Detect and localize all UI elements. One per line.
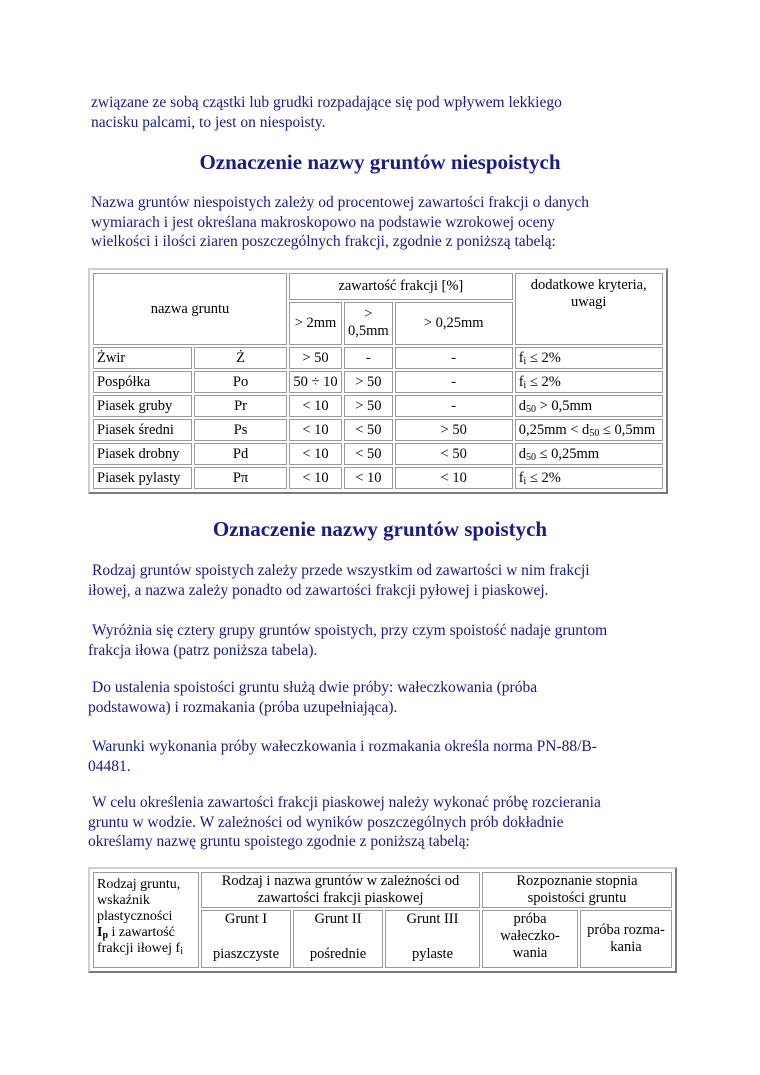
cohesive-soils-table xyxy=(88,867,677,973)
criterion-pre: 0,25mm < d xyxy=(518,421,590,438)
ip-subscript: p xyxy=(102,930,109,941)
header-line xyxy=(97,925,195,941)
header-soil-kind-group xyxy=(201,872,480,908)
fraction-gt-05mm: > 50 xyxy=(344,371,393,393)
ip-symbol: I xyxy=(97,925,103,940)
extra-criterion xyxy=(515,347,663,369)
criterion-post: ≤ 2% xyxy=(526,373,561,390)
fraction-gt-025mm: < 10 xyxy=(395,467,513,489)
intro-line-1: związane ze sobą cząstki lub grudki rozpadające się pod wpływem lekkiego xyxy=(91,94,562,111)
header-soil-name: nazwa gruntu xyxy=(93,273,287,345)
soil-symbol: Pπ xyxy=(194,467,287,489)
fraction-gt-025mm: - xyxy=(395,371,513,393)
header-line: próba xyxy=(513,911,547,927)
header-slaking-test xyxy=(580,910,672,968)
extra-criterion xyxy=(515,395,663,417)
criterion-post: ≤ 2% xyxy=(526,349,561,366)
criterion-sub: 50 xyxy=(525,403,536,415)
extra-criterion xyxy=(515,371,663,393)
header-line: wałeczko- xyxy=(500,928,560,944)
fraction-gt-2mm: 50 ÷ 10 xyxy=(289,371,342,393)
table-row xyxy=(93,467,663,489)
extra-criterion xyxy=(515,419,663,441)
header-line: zawartości frakcji piaskowej xyxy=(257,890,424,906)
header-gt-025mm: > 0,25mm xyxy=(395,302,513,345)
fraction-gt-2mm: > 50 xyxy=(289,347,342,369)
header-line: Rodzaj gruntu, xyxy=(97,877,181,892)
soil-name: Piasek średni xyxy=(93,419,192,441)
header-cohesion-group xyxy=(482,872,672,908)
criterion-sub: i xyxy=(523,379,527,391)
section2-line: Wyróżnia się cztery grupy gruntów spoistych, przy czym spoistość nadaje gruntom xyxy=(92,622,608,639)
extra-criterion xyxy=(515,443,663,465)
soil-symbol: Po xyxy=(194,371,287,393)
soil-symbol: Pd xyxy=(194,443,287,465)
header-grunt-3 xyxy=(385,910,480,968)
fraction-gt-05mm: - xyxy=(344,347,393,369)
section2-line: gruntu w wodzie. W zależności od wyników poszczególnych prób dokładnie xyxy=(88,813,564,831)
grunt-sublabel: piaszczyste xyxy=(212,946,280,962)
grunt-sublabel: pylaste xyxy=(411,946,454,962)
grunt-label: Grunt I xyxy=(224,911,268,927)
grunt-label: Grunt II xyxy=(314,911,362,927)
fraction-gt-025mm: - xyxy=(395,395,513,417)
fraction-gt-05mm: > 50 xyxy=(344,395,393,417)
criterion-post: ≤ 2% xyxy=(526,469,561,486)
header-grunt-2 xyxy=(293,910,383,968)
section2-line: iłowej, a nazwa zależy ponadto od zawartości frakcji pyłowej i piaskowej. xyxy=(88,581,549,599)
grunt-label: Grunt III xyxy=(406,911,459,927)
header-fraction-group: zawartość frakcji [%] xyxy=(289,273,513,300)
extra-criterion xyxy=(515,467,663,489)
criterion-pre: d xyxy=(518,397,526,414)
header-extra-line: uwagi xyxy=(570,294,607,310)
fraction-gt-2mm: < 10 xyxy=(289,395,342,417)
section2-line: określamy nazwę gruntu spoistego zgodnie z poniższą tabelą: xyxy=(88,833,470,850)
fraction-gt-025mm: < 50 xyxy=(395,443,513,465)
fraction-gt-2mm: < 10 xyxy=(289,443,342,465)
section2-line: Rodzaj gruntów spoistych zależy przede wszystkim od zawartości w nim frakcji xyxy=(92,562,590,579)
criterion-pre: f xyxy=(518,469,524,486)
table-row xyxy=(93,347,663,369)
table-row xyxy=(93,419,663,441)
grunt-sublabel: pośrednie xyxy=(309,946,367,962)
header-extra-criteria xyxy=(515,273,663,345)
section1-line: wymiarach i jest określana makroskopowo na podstawie wzrokowej oceny xyxy=(91,213,556,231)
intro-line-2: nacisku palcami, to jest on niespoisty. xyxy=(91,113,326,131)
fraction-gt-025mm: - xyxy=(395,347,513,369)
table-row xyxy=(93,371,663,393)
section-heading-spoiste: Oznaczenie nazwy gruntów spoistych xyxy=(212,517,548,541)
header-line xyxy=(97,941,195,957)
fraction-gt-025mm: > 50 xyxy=(395,419,513,441)
soil-name: Żwir xyxy=(93,347,192,369)
header-line: Rodzaj i nazwa gruntów w zależności od xyxy=(221,873,460,889)
section2-line: Warunki wykonania próby wałeczkowania i rozmakania określa norma PN-88/B- xyxy=(92,738,597,755)
criterion-pre: f xyxy=(518,373,524,390)
header-soil-type xyxy=(93,872,199,968)
criterion-sub: 50 xyxy=(589,427,600,439)
section-heading-niespoiste: Oznaczenie nazwy gruntów niespoistych xyxy=(199,150,561,174)
header-grunt-1 xyxy=(201,910,291,968)
table-row xyxy=(93,443,663,465)
header-05mm: 0,5mm xyxy=(348,323,389,340)
table-row xyxy=(93,395,663,417)
soil-symbol: Ps xyxy=(194,419,287,441)
section2-line: frakcja iłowa (patrz poniższa tabela). xyxy=(88,641,318,659)
section1-line: Nazwa gruntów niespoistych zależy od procentowej zawartości frakcji o danych xyxy=(91,194,589,211)
soil-name: Piasek pylasty xyxy=(93,467,192,489)
section2-paragraph-5 xyxy=(88,793,678,852)
section2-paragraph-3 xyxy=(88,678,678,717)
fraction-gt-05mm: < 10 xyxy=(344,467,393,489)
header-gt-05mm xyxy=(344,302,393,345)
criterion-sub: i xyxy=(523,475,527,487)
fraction-gt-05mm: < 50 xyxy=(344,419,393,441)
header-gt-2mm: > 2mm xyxy=(289,302,342,345)
criterion-post: > 0,5mm xyxy=(535,397,593,414)
header-line: spoistości gruntu xyxy=(527,890,627,906)
section1-line: wielkości i ilości ziaren poszczególnych frakcji, zgodnie z poniższą tabelą: xyxy=(91,233,556,250)
header-line: Rozpoznanie stopnia xyxy=(516,873,638,889)
soil-symbol: Pr xyxy=(194,395,287,417)
soil-name: Piasek drobny xyxy=(93,443,192,465)
header-line: wskaźnik xyxy=(97,893,150,908)
criterion-post: ≤ 0,5mm xyxy=(599,421,656,438)
section2-line: 04481. xyxy=(88,757,131,775)
intro-paragraph xyxy=(91,93,681,132)
fraction-gt-05mm: < 50 xyxy=(344,443,393,465)
header-extra-line: dodatkowe kryteria, xyxy=(530,277,647,293)
header-line: kania xyxy=(610,939,642,955)
header-gt-sign: > xyxy=(364,306,373,323)
header-line: wania xyxy=(512,945,548,961)
section2-line: W celu określenia zawartości frakcji piaskowej należy wykonać próbę rozcierania xyxy=(92,794,601,811)
section2-paragraph-4 xyxy=(88,737,678,776)
header-line: próba rozma- xyxy=(587,922,665,938)
soil-name: Pospółka xyxy=(93,371,192,393)
section2-line: podstawowa) i rozmakania (próba uzupełniająca). xyxy=(88,698,398,716)
soil-name: Piasek gruby xyxy=(93,395,192,417)
section2-paragraph-2 xyxy=(88,621,678,660)
non-cohesive-soils-table xyxy=(88,268,668,494)
header-line: plastyczności xyxy=(97,909,173,924)
fi-subscript: i xyxy=(180,946,183,957)
fraction-gt-2mm: < 10 xyxy=(289,467,342,489)
fraction-gt-2mm: < 10 xyxy=(289,419,342,441)
section2-line: Do ustalenia spoistości gruntu służą dwie próby: wałeczkowania (próba xyxy=(92,679,538,696)
criterion-post: ≤ 0,25mm xyxy=(535,445,600,462)
criterion-sub: 50 xyxy=(525,451,536,463)
criterion-pre: f xyxy=(518,349,524,366)
criterion-sub: i xyxy=(523,355,527,367)
header-fragment: frakcji iłowej f xyxy=(97,941,181,956)
header-fragment: i zawartość xyxy=(108,925,175,940)
header-rolling-test xyxy=(482,910,578,968)
section1-paragraph xyxy=(91,193,681,252)
section2-paragraph-1 xyxy=(88,561,678,600)
criterion-pre: d xyxy=(518,445,526,462)
soil-symbol: Ż xyxy=(194,347,287,369)
